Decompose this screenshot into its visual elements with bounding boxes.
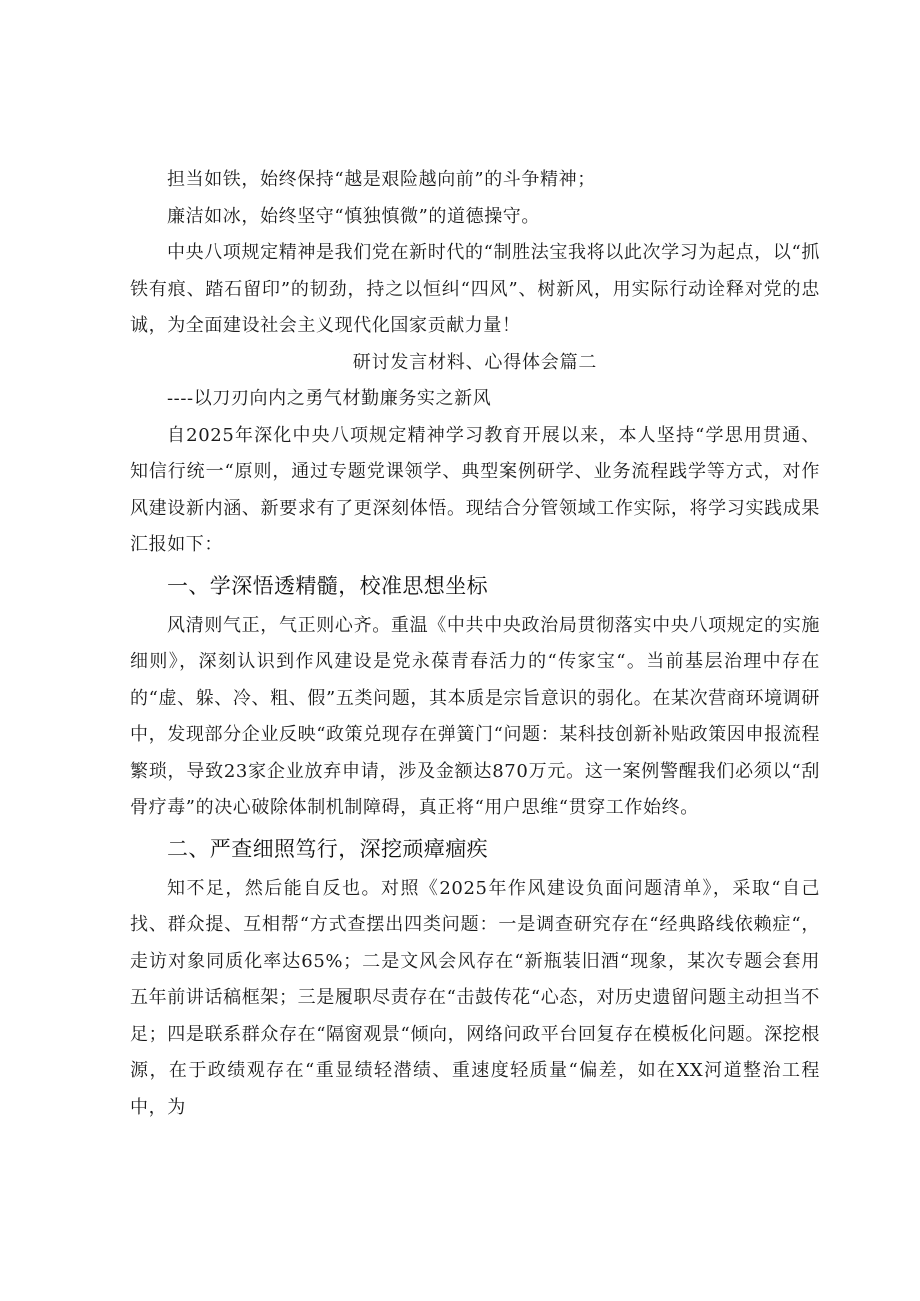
- article-title: 研讨发言材料、心得体会篇二: [352, 351, 598, 373]
- paragraph-line-2: 廉洁如冰，始终坚守“慎独慎微”的道德操守。: [167, 205, 541, 227]
- section-heading-1: 一、学深悟透精髓，校准思想坐标: [167, 573, 488, 598]
- section-2-paragraph: 知不足，然后能自反也。对照《2025年作风建设负面问题清单》，采取“自己找、群众提、互相帮“方式查摆出四类问题：一是调查研究存在“经典路线依赖症“，走访对象同质化率达65%；二是文风会风存在“新瓶装旧酒“现象，某次专题会套用五年前讲话稿框架；三是履职尽责存在“击鼓传花“心态，对历史遗留问题主动担当不足；四是联系群众存在“隔窗观景“倾向，网络问政平台回复存在模板化问题。深挖根源，在于政绩观存在“重显绩轻潜绩、重速度轻质量“偏差，如在XX河道整治工程中，为: [130, 877, 820, 1118]
- section-1-paragraph: 风清则气正，气正则心齐。重温《中共中央政治局贯彻落实中央八项规定的实施细则》，深刻认识到作风建设是党永葆青春活力的“传家宝“。当前基层治理中存在的“虚、躲、冷、粗、假”五类问题，其本质是宗旨意识的弱化。在某次营商环境调研中，发现部分企业反映“政策兑现存在弹簧门“问题：某科技创新补贴政策因申报流程繁琐，导致23家企业放弃申请，涉及金额达870万元。这一案例警醒我们必须以“刮骨疗毒”的决心破除体制机制障碍，真正将“用户思维“贯穿工作始终。: [130, 614, 820, 818]
- article-subtitle: ----以刀刃向内之勇气材勤廉务实之新风: [167, 388, 492, 409]
- paragraph-line-1: 担当如铁，始终保持“越是艰险越向前”的斗争精神；: [167, 169, 596, 190]
- document-body: [130, 162, 820, 1126]
- section-heading-2: 二、严查细照笃行，深挖顽瘴痼疾: [167, 836, 488, 861]
- closing-paragraph: 中央八项规定精神是我们党在新时代的“制胜法宝我将以此次学习为起点，以“抓铁有痕、踏石留印”的韧劲，持之以恒纠“四风”、树新风，用实际行动诠释对党的忠诚，为全面建设社会主义现代化国家贡献力量！: [130, 242, 820, 336]
- intro-paragraph: 自2025年深化中央八项规定精神学习教育开展以来，本人坚持“学思用贯通、知信行统一“原则，通过专题党课领学、典型案例研学、业务流程践学等方式，对作风建设新内涵、新要求有了更深刻体悟。现结合分管领域工作实际，将学习实践成果汇报如下：: [130, 424, 820, 555]
